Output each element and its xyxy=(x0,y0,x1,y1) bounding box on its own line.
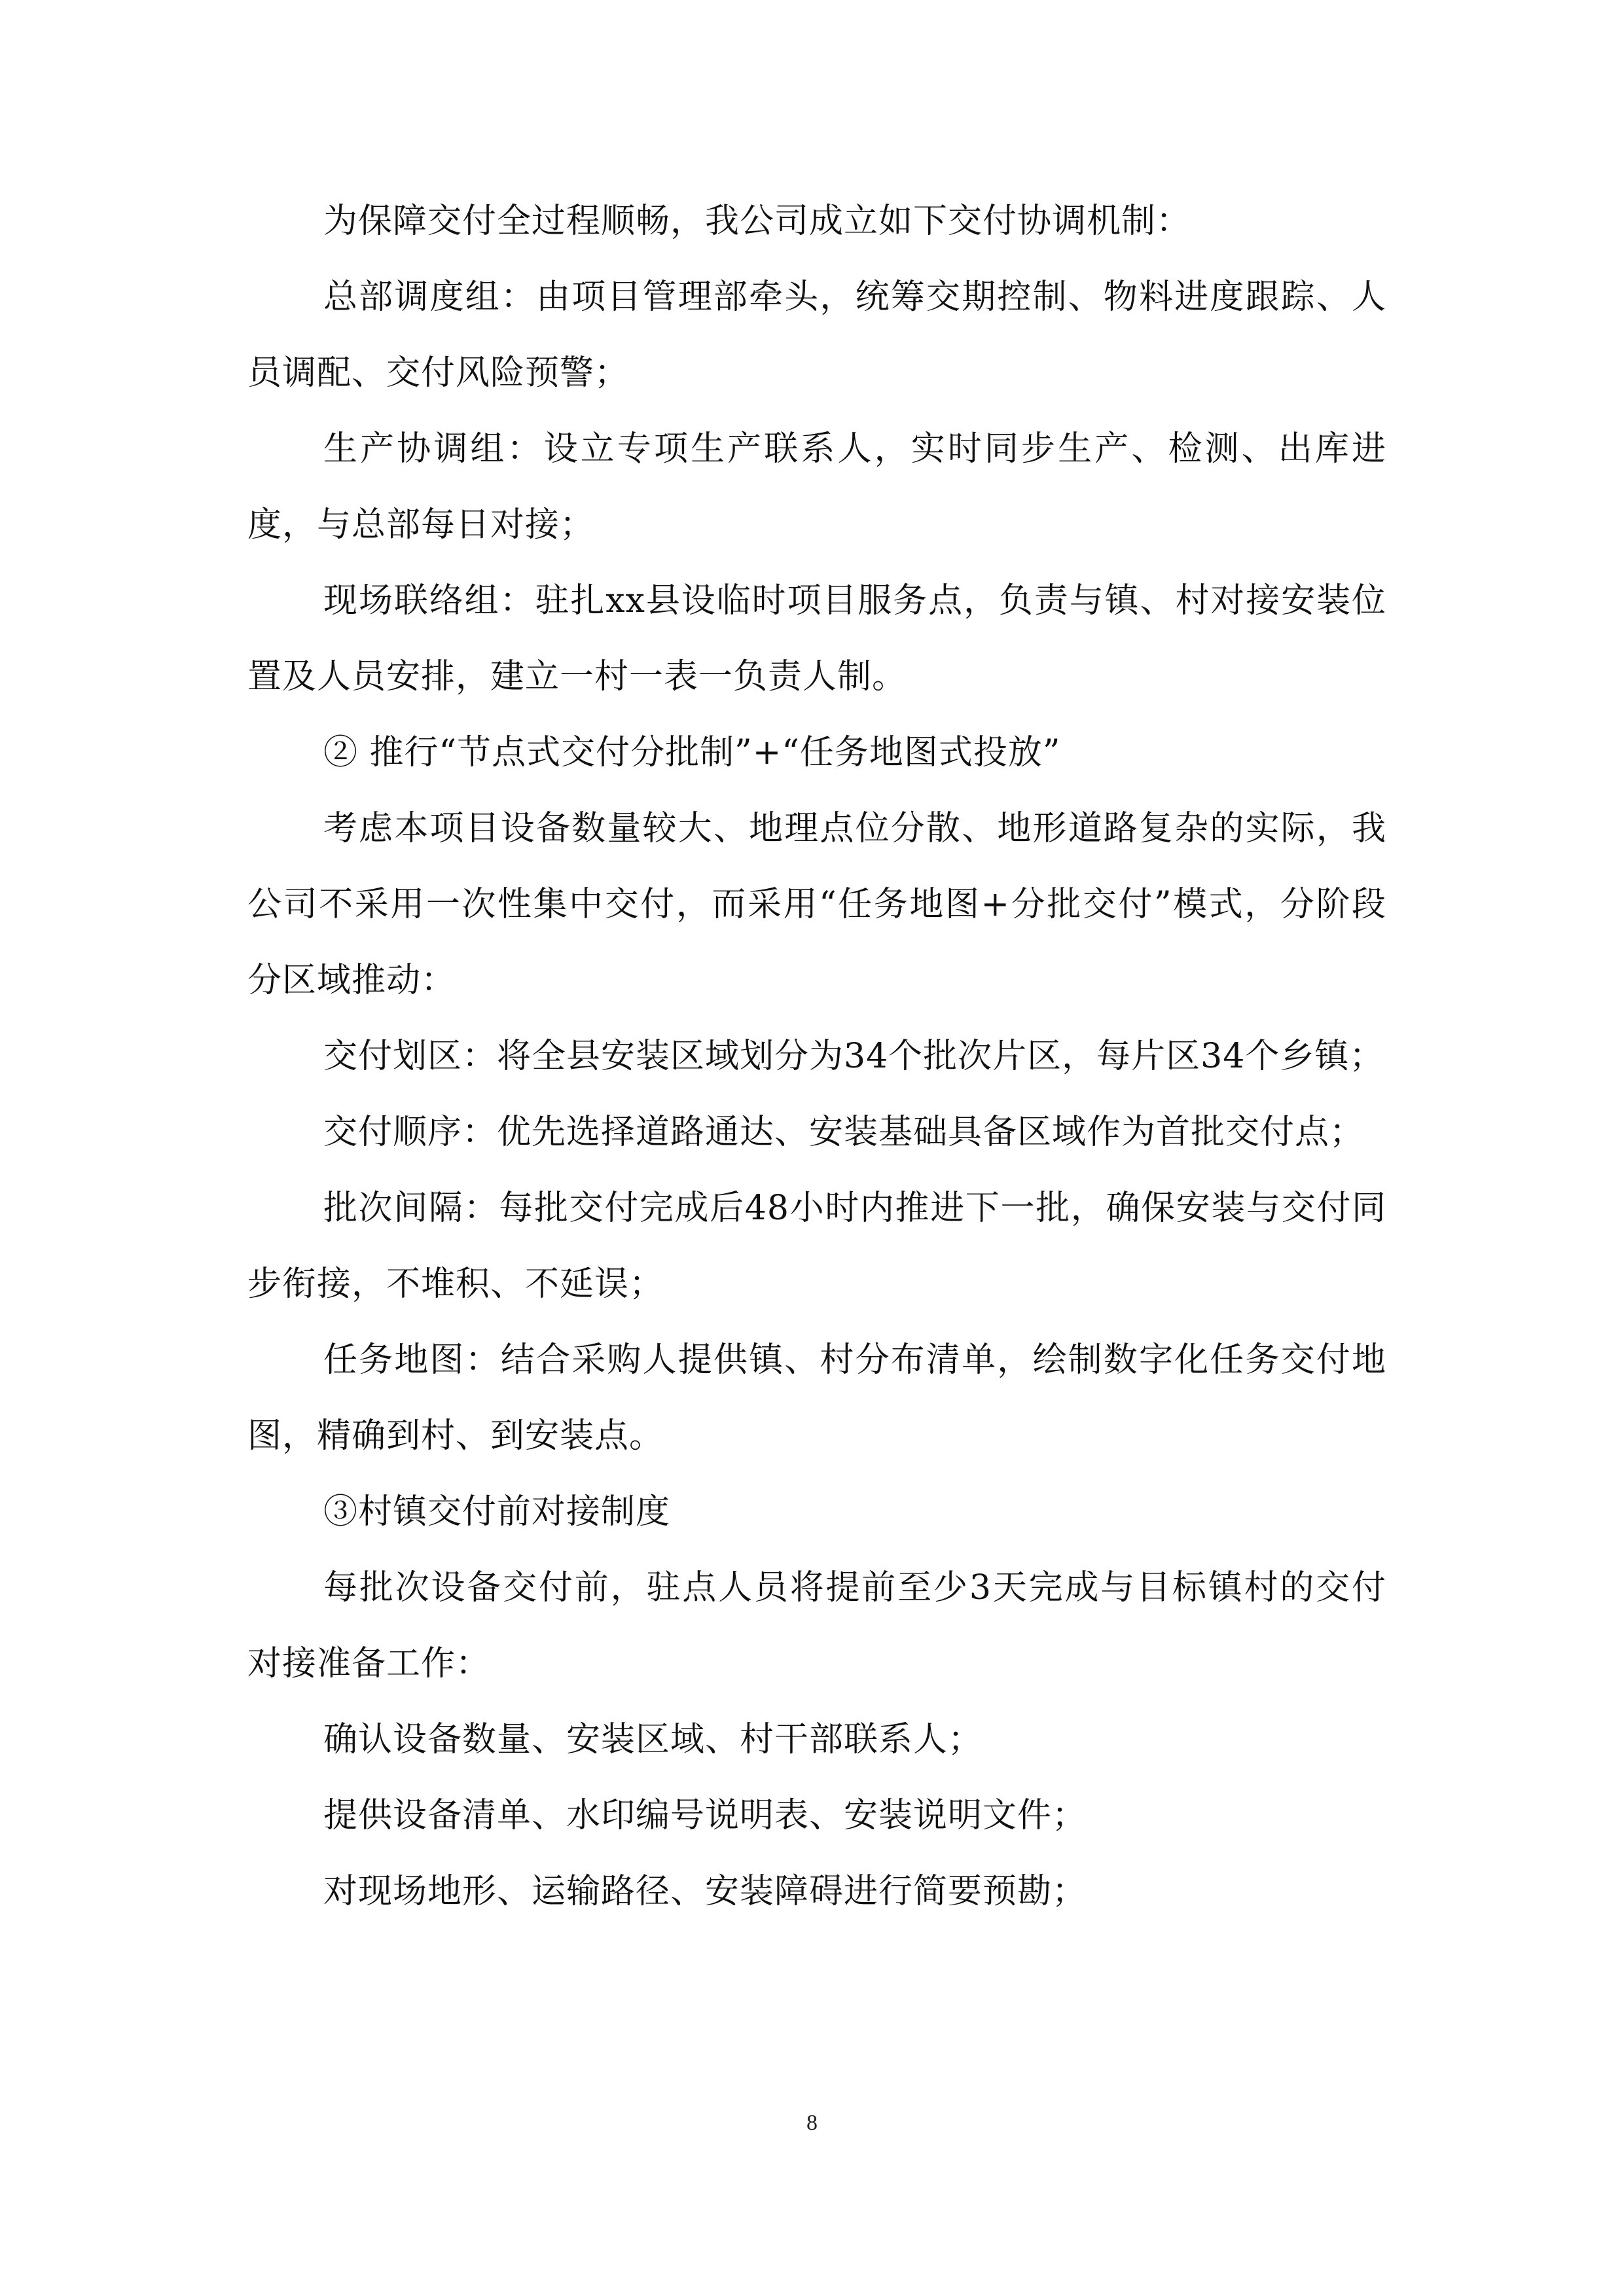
paragraph-task-map: 任务地图：结合采购人提供镇、村分布清单，绘制数字化任务交付地图，精确到村、到安装点。 xyxy=(247,1340,1386,1456)
paragraph-pre-delivery-intro: 每批次设备交付前，驻点人员将提前至少3天完成与目标镇村的交付对接准备工作： xyxy=(247,1568,1386,1683)
paragraph-batch-interval: 批次间隔：每批交付完成后48小时内推进下一批，确保安装与交付同步衔接，不堆积、不延误； xyxy=(247,1189,1386,1304)
paragraph-confirm-quantity: 确认设备数量、安装区域、村干部联系人； xyxy=(323,1720,983,1759)
section-heading-2: ② 推行“节点式交付分批制”+“任务地图式投放” xyxy=(323,733,1061,772)
paragraph-delivery-order: 交付顺序：优先选择道路通达、安装基础具备区域作为首批交付点； xyxy=(323,1113,1365,1152)
paragraph-provide-lists: 提供设备清单、水印编号说明表、安装说明文件； xyxy=(323,1796,1087,1835)
body-text xyxy=(247,183,1386,1929)
paragraph-field-liaison-group: 现场联络组：驻扎xx县设临时项目服务点，负责与镇、村对接安装位置及人员安排，建立一村一表一负责人制。 xyxy=(247,581,1386,696)
paragraph-intro: 为保障交付全过程顺畅，我公司成立如下交付协调机制： xyxy=(323,202,1191,241)
paragraph-delivery-zoning: 交付划区：将全县安装区域划分为34个批次片区，每片区34个乡镇； xyxy=(323,1037,1384,1076)
paragraph-headquarters-group: 总部调度组：由项目管理部牵头，统筹交期控制、物料进度跟踪、人员调配、交付风险预警； xyxy=(247,278,1386,393)
page-number: 8 xyxy=(806,2111,818,2135)
paragraph-production-group: 生产协调组：设立专项生产联系人，实时同步生产、检测、出库进度，与总部每日对接； xyxy=(247,429,1386,545)
paragraph-batch-delivery-intro: 考虑本项目设备数量较大、地理点位分散、地形道路复杂的实际，我公司不采用一次性集中交付，而采用“任务地图+分批交付”模式，分阶段分区域推动： xyxy=(247,809,1386,1000)
paragraph-site-survey: 对现场地形、运输路径、安装障碍进行简要预勘； xyxy=(323,1872,1087,1911)
section-heading-3: ③村镇交付前对接制度 xyxy=(323,1492,671,1532)
